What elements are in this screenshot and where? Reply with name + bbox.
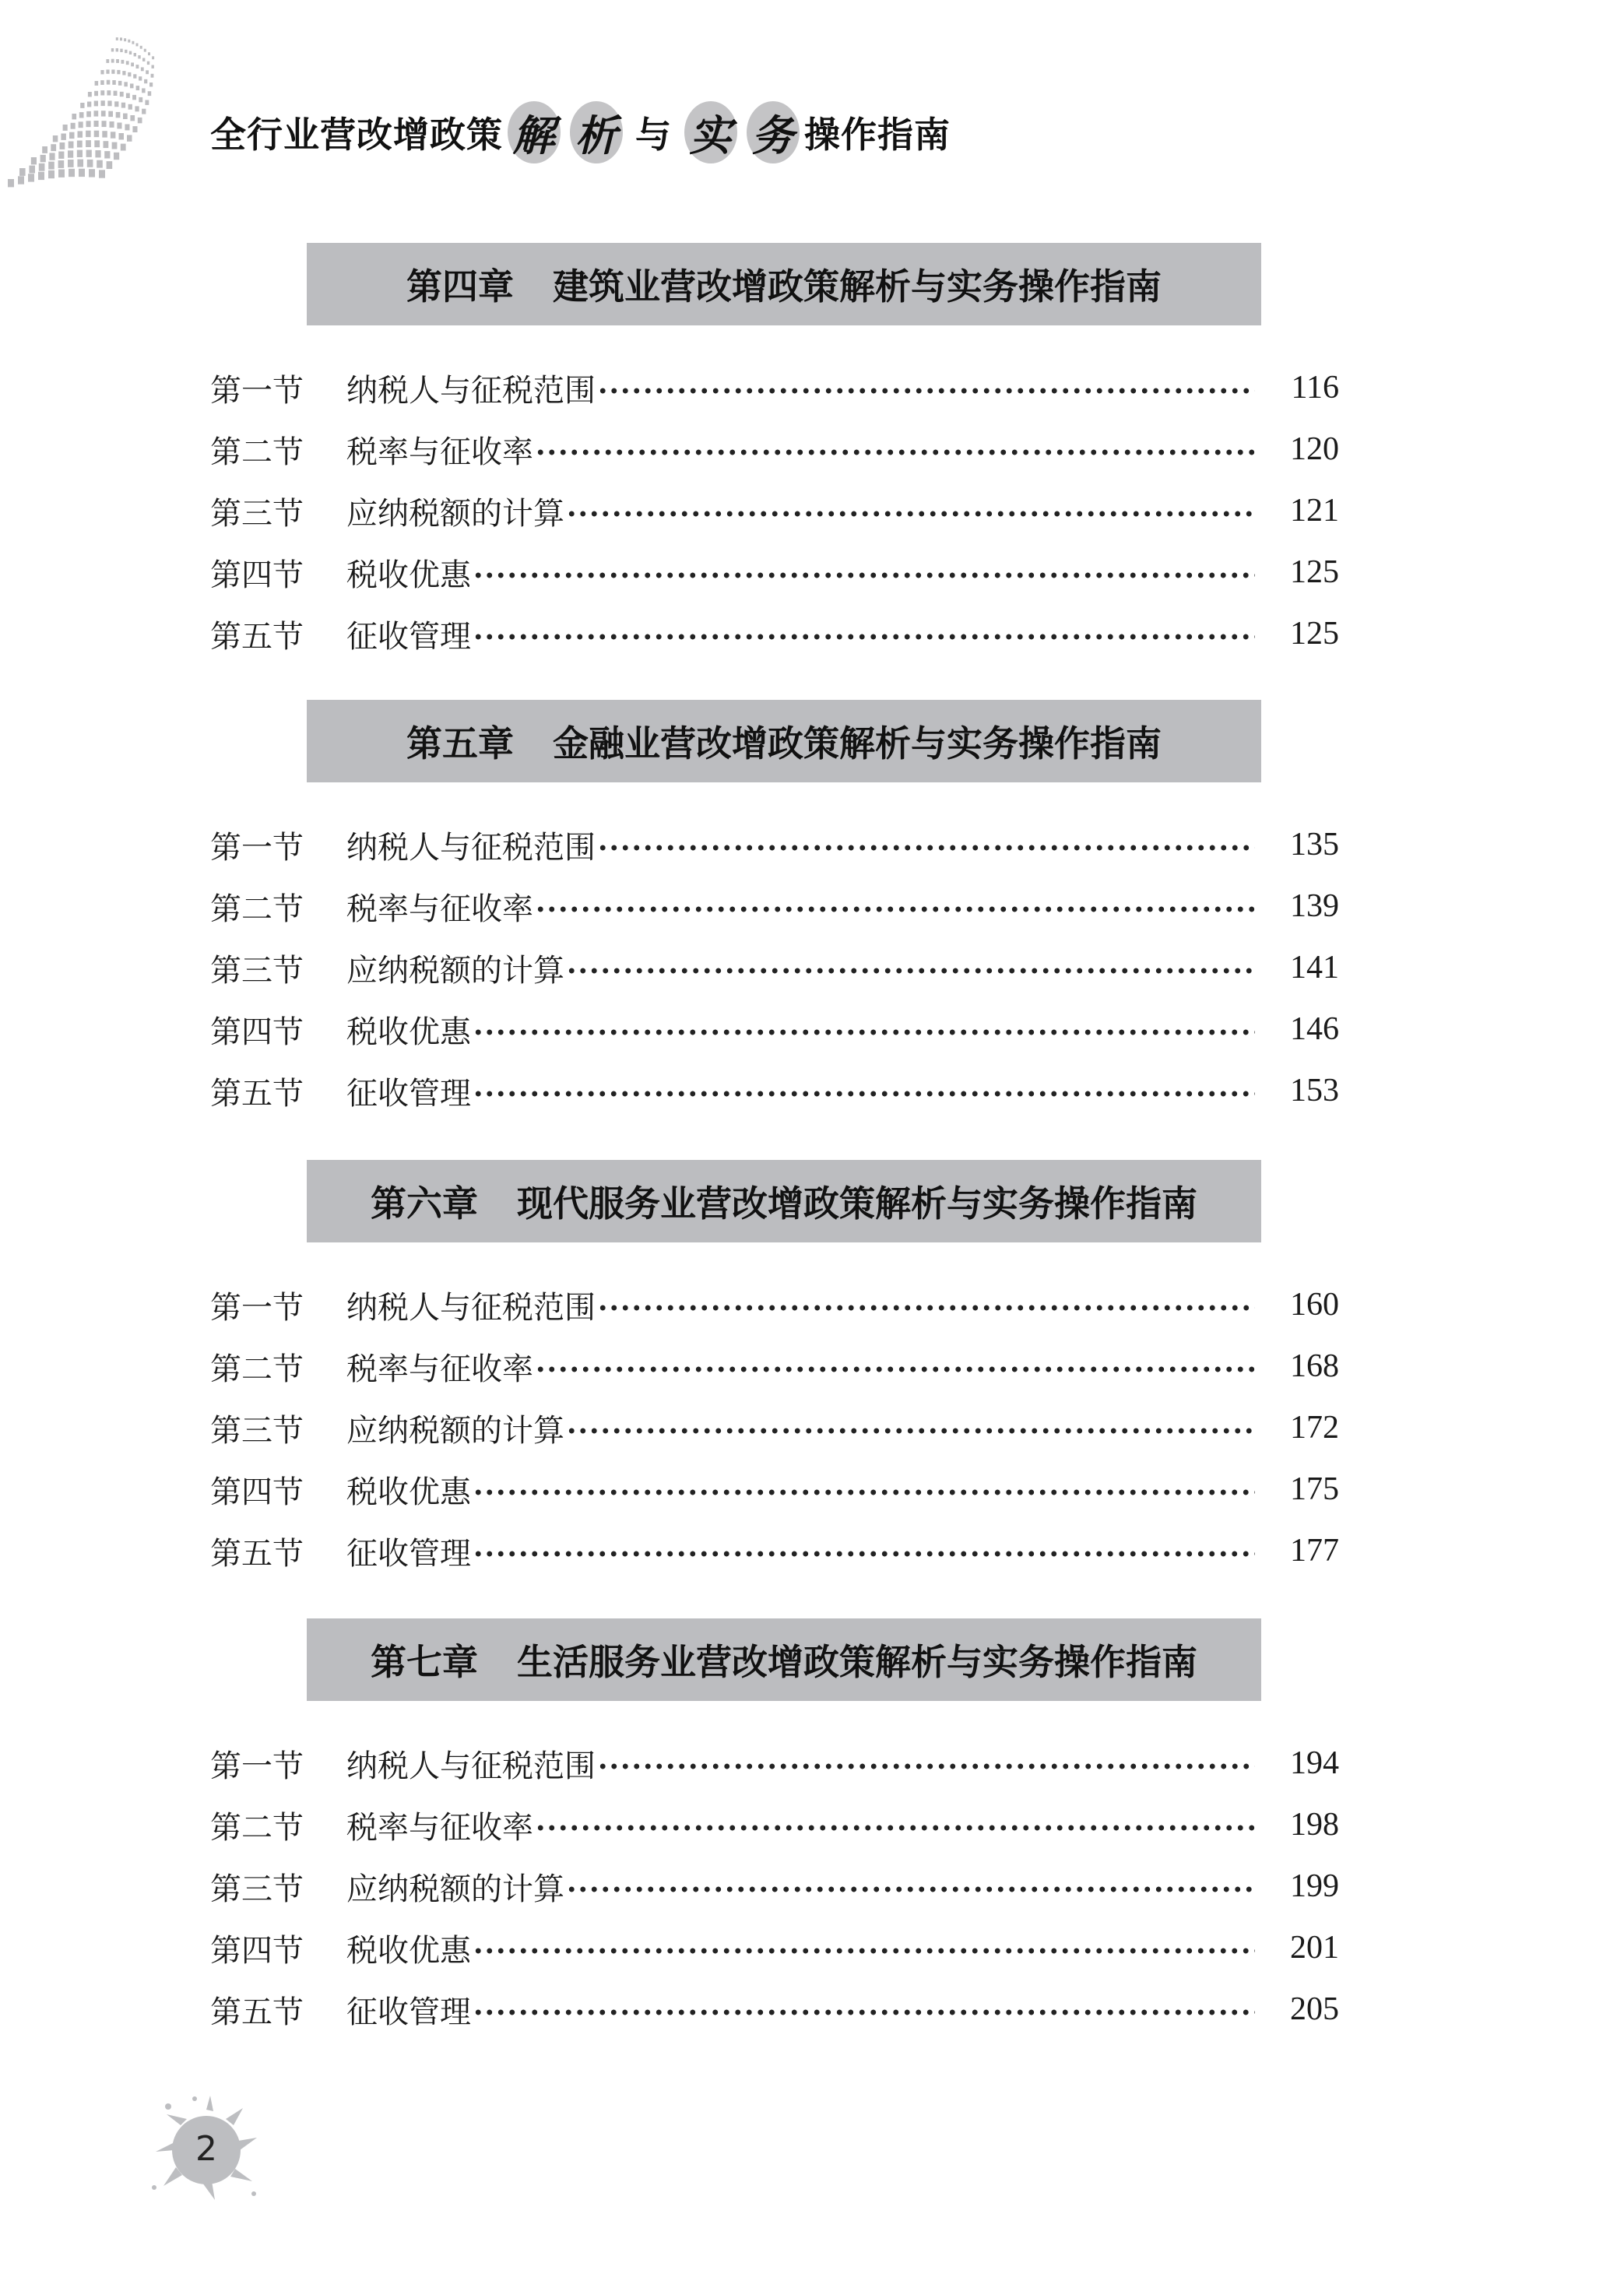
- dot-leader: [473, 1489, 1255, 1495]
- section-number: 第一节: [210, 1748, 304, 1784]
- page-ref: 120: [1290, 431, 1339, 467]
- section-title: 纳税人与征税范围: [346, 829, 596, 866]
- dot-leader: [473, 1948, 1255, 1954]
- toc-entry[interactable]: [210, 1863, 1339, 1910]
- dot-leader: [597, 1763, 1255, 1769]
- section-number: 第一节: [210, 372, 304, 409]
- page-ref: 121: [1290, 493, 1339, 529]
- title-highlight-char: 实: [684, 101, 737, 163]
- page-number-badge: [148, 2094, 265, 2203]
- section-title: 税率与征收率: [346, 1351, 533, 1387]
- toc-entry[interactable]: [210, 1281, 1339, 1328]
- dot-leader: [473, 2009, 1255, 2015]
- section-title: 纳税人与征税范围: [346, 1289, 596, 1326]
- section-title: 税收优惠: [346, 1932, 471, 1969]
- page-ref: 201: [1290, 1930, 1339, 1966]
- page-ref: 135: [1290, 827, 1339, 863]
- dot-leader: [566, 1428, 1255, 1434]
- section-number: 第五节: [210, 1075, 304, 1112]
- section-title: 应纳税额的计算: [346, 495, 564, 532]
- page-ref: 125: [1290, 554, 1339, 590]
- dot-leader: [597, 388, 1255, 394]
- page-ref: 194: [1290, 1745, 1339, 1781]
- toc-entry[interactable]: [210, 821, 1339, 868]
- title-part: 操作指南: [804, 114, 951, 156]
- section-number: 第四节: [210, 1014, 304, 1050]
- toc-entry[interactable]: [210, 1527, 1339, 1574]
- section-title: 税率与征收率: [346, 1809, 533, 1846]
- dot-leader: [473, 572, 1255, 578]
- section-title: 应纳税额的计算: [346, 1871, 564, 1907]
- chapter-title: 生活服务业营改增政策解析与实务操作指南: [517, 1641, 1197, 1683]
- toc-entry[interactable]: [210, 610, 1339, 657]
- toc-entry[interactable]: [210, 1404, 1339, 1451]
- chapter-number: 第六章: [371, 1182, 478, 1225]
- toc-entry[interactable]: [210, 1801, 1339, 1848]
- toc-entry[interactable]: [210, 1986, 1339, 2033]
- chapter-heading[interactable]: [307, 243, 1261, 325]
- section-title: 纳税人与征税范围: [346, 372, 596, 409]
- page-ref: 205: [1290, 1991, 1339, 2027]
- section-title: 应纳税额的计算: [346, 1412, 564, 1449]
- toc-entry[interactable]: [210, 1924, 1339, 1971]
- chapter-number: 第四章: [406, 265, 514, 307]
- dot-leader: [597, 1305, 1255, 1311]
- section-number: 第二节: [210, 434, 304, 470]
- page-ref: 198: [1290, 1807, 1339, 1843]
- running-header-title: [210, 101, 951, 163]
- page-ref: 153: [1290, 1073, 1339, 1109]
- section-title: 征收管理: [346, 1535, 471, 1572]
- toc-entry[interactable]: [210, 487, 1339, 534]
- chapter-heading[interactable]: [307, 1160, 1261, 1242]
- page-ref: 168: [1290, 1348, 1339, 1384]
- dot-leader: [597, 845, 1255, 851]
- section-title: 征收管理: [346, 1075, 471, 1112]
- section-number: 第三节: [210, 1412, 304, 1449]
- dot-leader: [473, 634, 1255, 640]
- page-ref: 199: [1290, 1868, 1339, 1904]
- dot-leader: [566, 1886, 1255, 1892]
- chapter-title: 金融业营改增政策解析与实务操作指南: [553, 722, 1162, 764]
- dot-leader: [535, 1825, 1255, 1831]
- section-number: 第四节: [210, 1474, 304, 1510]
- dot-leader: [473, 1091, 1255, 1097]
- toc-entry[interactable]: [210, 1006, 1339, 1052]
- section-number: 第二节: [210, 1351, 304, 1387]
- section-title: 应纳税额的计算: [346, 952, 564, 989]
- title-highlight-char: 务: [747, 101, 800, 163]
- title-highlight-char: 析: [570, 101, 623, 163]
- section-number: 第二节: [210, 891, 304, 927]
- section-title: 纳税人与征税范围: [346, 1748, 596, 1784]
- toc-entry[interactable]: [210, 364, 1339, 411]
- page-ref: 177: [1290, 1533, 1339, 1569]
- page-ref: 141: [1290, 950, 1339, 986]
- section-number: 第五节: [210, 618, 304, 655]
- section-title: 税率与征收率: [346, 434, 533, 470]
- section-number: 第五节: [210, 1994, 304, 2030]
- dot-leader: [473, 1551, 1255, 1557]
- page-ref: 160: [1290, 1287, 1339, 1323]
- section-number: 第三节: [210, 952, 304, 989]
- title-part: 与: [635, 114, 672, 156]
- chapter-title: 建筑业营改增政策解析与实务操作指南: [553, 265, 1162, 307]
- chapter-heading[interactable]: [307, 1618, 1261, 1701]
- chapter-number: 第五章: [406, 722, 514, 764]
- section-title: 征收管理: [346, 1994, 471, 2030]
- section-number: 第四节: [210, 557, 304, 593]
- chapter-number: 第七章: [371, 1641, 478, 1683]
- dot-leader: [566, 968, 1255, 974]
- dot-leader: [535, 449, 1255, 455]
- section-number: 第四节: [210, 1932, 304, 1969]
- section-title: 征收管理: [346, 618, 471, 655]
- section-title: 税率与征收率: [346, 891, 533, 927]
- toc-entry[interactable]: [210, 1067, 1339, 1114]
- section-number: 第三节: [210, 1871, 304, 1907]
- page-ref: 125: [1290, 616, 1339, 652]
- dot-leader: [473, 1029, 1255, 1035]
- decorative-swoosh-icon: [0, 0, 234, 202]
- title-part: 全行业营改增政策: [210, 114, 503, 156]
- page-number: 2: [195, 2128, 217, 2169]
- page-ref: 116: [1291, 370, 1339, 406]
- chapter-title: 现代服务业营改增政策解析与实务操作指南: [517, 1182, 1197, 1225]
- section-number: 第一节: [210, 1289, 304, 1326]
- section-number: 第五节: [210, 1535, 304, 1572]
- section-title: 税收优惠: [346, 557, 471, 593]
- dot-leader: [566, 511, 1255, 517]
- toc-entry[interactable]: [210, 1343, 1339, 1390]
- chapter-heading[interactable]: [307, 700, 1261, 782]
- toc-entry[interactable]: [210, 426, 1339, 473]
- toc-entry[interactable]: [210, 944, 1339, 991]
- section-number: 第一节: [210, 829, 304, 866]
- toc-entry[interactable]: [210, 1466, 1339, 1513]
- section-title: 税收优惠: [346, 1474, 471, 1510]
- section-number: 第二节: [210, 1809, 304, 1846]
- toc-entry[interactable]: [210, 549, 1339, 596]
- toc-entry[interactable]: [210, 1740, 1339, 1787]
- page-ref: 146: [1290, 1011, 1339, 1047]
- toc-entry[interactable]: [210, 883, 1339, 929]
- title-highlight-char: 解: [508, 101, 561, 163]
- page-ref: 139: [1290, 888, 1339, 924]
- dot-leader: [535, 1366, 1255, 1372]
- page-ref: 175: [1290, 1471, 1339, 1507]
- page-ref: 172: [1290, 1410, 1339, 1446]
- dot-leader: [535, 906, 1255, 912]
- section-title: 税收优惠: [346, 1014, 471, 1050]
- section-number: 第三节: [210, 495, 304, 532]
